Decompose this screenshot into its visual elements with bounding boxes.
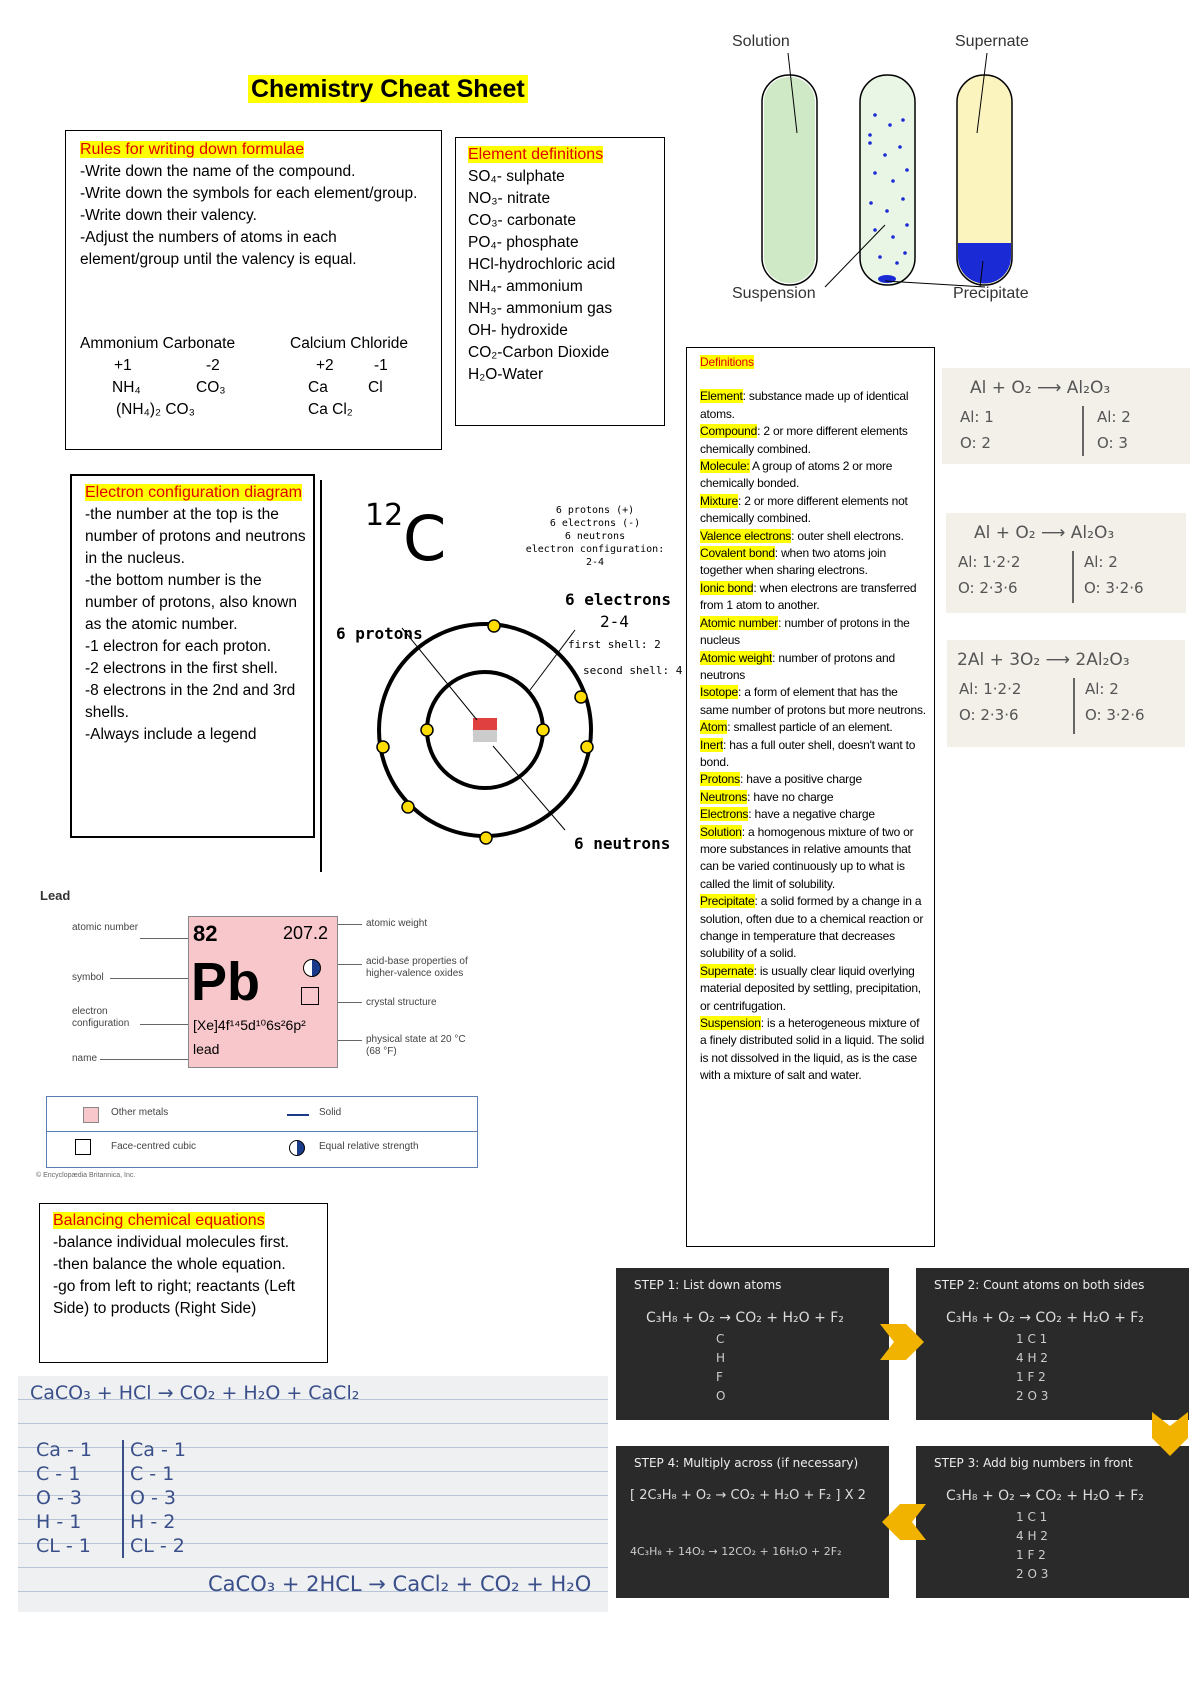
definition-item [700,493,928,528]
definition-item [700,893,928,963]
lead-symbol: Pb [191,952,261,1012]
lead-label-physical-state: physical state at 20 °C (68 °F) [366,1034,466,1057]
lead-label-acid-base: acid-base properties of higher-valence oxides [366,956,468,979]
definition-item [700,719,928,736]
example-2-valency-1: +2 [316,357,334,374]
definitions-heading: Definitions [700,355,754,369]
definition-item [700,458,928,493]
element-item: HCl-hydrochloric acid [468,256,616,273]
example-2-name: Calcium Chloride [290,335,409,352]
test-tube-diagram [725,25,1070,310]
electron-config-line: -Always include a legend [85,726,257,743]
definition-term: Protons [700,772,740,787]
lead-label-symbol: symbol [72,972,104,983]
definition-text: : number of protons in the nucleus [700,615,910,648]
balancing-line: -balance individual molecules first. [53,1234,290,1251]
definition-text: : has a full outer shell, doesn't want to bond. [700,737,916,769]
definition-item [700,789,928,806]
definition-item [700,824,928,894]
definition-term: Solution [700,824,742,839]
balancing-line: -go from left to right; reactants (Left Side) to products (Right Side) [53,1278,296,1317]
definition-item [700,806,928,823]
electron-config-heading: Electron configuration diagram [85,484,303,501]
definition-term: Electrons [700,807,749,822]
definition-item [700,963,928,1015]
definition-text: : substance made up of identical atoms. [700,389,909,421]
carbon-mass-number: 12 [365,498,404,533]
balancing-heading: Balancing chemical equations [53,1212,265,1229]
example-2-result: Ca Cl₂ [308,401,353,418]
definitions-list [700,388,928,1084]
definition-item [700,684,928,719]
definition-text: : when electrons are transferred from 1 atom to another. [700,580,917,613]
carbon-symbol: C [403,502,447,575]
element-item: CO₃- carbonate [468,212,576,229]
definition-text: : a homogenous mixture of two or more substances in relative amounts that can be varied continuously up to what is called the limit of solubility. [700,824,914,891]
definition-text: : outer shell electrons. [791,528,904,543]
lead-atomic-number: 82 [193,921,218,946]
lead-label-atomic-weight: atomic weight [366,918,428,929]
element-item: NH₄- ammonium [468,278,583,295]
example-2-symbol-2: Cl [368,379,383,396]
element-item: OH- hydroxide [468,322,568,339]
definition-text: : is a heterogeneous mixture of a finely distributed solid in a liquid. The solid is not dissolved in the liquid, as is the case with a mixture of salt and water. [700,1016,925,1083]
element-item: H₂O-Water [468,366,544,383]
electrons-label: 6 electrons [565,590,671,609]
element-item: PO₄- phosphate [468,234,579,251]
lead-electron-config: [Xe]4f¹⁴5d¹⁰6s²6p² [193,1017,306,1033]
definition-term: Neutrons [700,789,748,804]
definition-text: : have no charge [747,789,834,804]
config-label: 2-4 [600,612,629,631]
lead-atomic-weight: 207.2 [283,923,329,943]
example-1-name: Ammonium Carbonate [80,335,236,352]
balancing-line: -then balance the whole equation. [53,1256,286,1273]
example-1-symbol-1: NH₄ [112,379,141,396]
half-circle-icon [289,1140,305,1156]
electron-config-line: -8 electrons in the 2nd and 3rd shells. [85,682,296,721]
definition-text: : a solid formed by a change in a solution, often due to a chemical reaction or change in temperature that decreases solubility of a solid. [700,894,924,961]
element-item: NO₃- nitrate [468,190,551,207]
second-shell-label: second shell: 4 [583,664,683,677]
lead-label-electron-config: electron configuration [72,1006,130,1029]
britannica-credit: © Encyclopædia Britannica, Inc. [36,1172,136,1179]
al-note-1: Al + O₂ ⟶ Al₂O₃ Al: 1 O: 2 Al: 2 O: 3 [942,368,1190,464]
solid-line-icon [287,1114,309,1116]
formulae-line: -Write down the symbols for each element/group. [80,185,418,202]
definition-item [700,528,928,545]
definition-text: : 2 or more different elements not chemically combined. [700,493,908,526]
electron-config-line: -2 electrons in the first shell. [85,660,278,677]
definition-text: : have a positive charge [739,772,862,787]
definition-item [700,388,928,423]
definition-item [700,580,928,615]
definition-text: : when two atoms join together when sharing electrons. [700,546,886,578]
definition-text: : number of protons and neutrons [700,650,895,682]
step-3-board: STEP 3: Add big numbers in front C₃H₈ + O₂ → CO₂ + H₂O + F₂ 1 C 1 4 H 2 1 F 2 2 O 3 [916,1446,1189,1598]
definition-term: Atomic weight [700,650,773,665]
step-2-board: STEP 2: Count atoms on both sides C₃H₈ + O₂ → CO₂ + H₂O + F₂ 1 C 1 4 H 2 1 F 2 2 O 3 [916,1268,1189,1420]
example-1-result: (NH₄)₂ CO₃ [116,401,195,418]
neutrons-label: 6 neutrons [574,834,671,853]
lead-label-atomic-number: atomic number [72,922,139,933]
lead-legend: Other metals Solid Face-centred cubic Equal relative strength [46,1096,478,1168]
definition-term: Supernate [700,963,754,978]
definition-item [700,545,928,580]
definition-term: Ionic bond [700,580,754,595]
formulae-heading: Rules for writing down formulae [80,141,305,158]
cube-icon [301,987,319,1005]
definition-text: : is usually clear liquid overlying material deposited by settling, precipitation, or centrifugation. [700,963,921,1013]
definition-term: Covalent bond [700,546,775,561]
definition-item [700,1015,928,1085]
page-title: Chemistry Cheat Sheet [248,75,528,104]
example-1-valency-1: +1 [114,357,132,374]
definition-term: Precipitate [700,894,755,909]
first-shell-label: first shell: 2 [568,638,661,651]
definition-term: Mixture [700,493,738,508]
definition-term: Compound [700,424,758,439]
divider [320,480,322,872]
electron-config-box [70,474,315,838]
cube-icon [75,1139,91,1155]
example-1-symbol-2: CO₃ [196,379,226,396]
lead-title: Lead [40,888,71,903]
formulae-line: -Write down the name of the compound. [80,163,356,180]
element-definitions-box [455,137,665,426]
al-note-2: Al + O₂ ⟶ Al₂O₃ Al: 1·2·2 O: 2·3·6 Al: 2 O: 3·2·6 [946,513,1186,613]
balancing-box [39,1203,328,1363]
half-circle-icon [303,959,321,977]
definition-term: Molecule: [700,459,750,474]
definition-term: Element [700,389,743,404]
definition-item [700,771,928,788]
formulae-line: -Adjust the numbers of atoms in each element/group until the valency is equal. [80,229,357,268]
notebook-photo: CaCO₃ + HCl → CO₂ + H₂O + CaCl₂ Ca - 1 C - 1 O - 3 H - 1 CL - 1 Ca - 1 C - 1 O - 3 H - 2 CL - 2 CaCO₃ + 2HCL → CaCl₂ + CO₂ + H₂O [18,1376,608,1612]
protons-label: 6 protons [336,624,423,643]
lead-label-crystal-structure: crystal structure [366,997,437,1008]
example-1-valency-2: -2 [206,357,220,374]
definitions-box [686,347,935,1247]
example-2-symbol-1: Ca [308,379,328,396]
arrow-left-icon [880,1500,926,1544]
step-4-board: STEP 4: Multiply across (if necessary) [ 2C₃H₈ + O₂ → CO₂ + H₂O + F₂ ] X 2 4C₃H₈ + 14O₂ → 12CO₂ + 16H₂O + 2F₂ [616,1446,889,1598]
lead-name: lead [193,1041,220,1057]
lead-label-name: name [72,1053,98,1064]
element-item: CO₂-Carbon Dioxide [468,344,610,361]
definition-text: : smallest particle of an element. [727,720,893,735]
definition-term: Atom [700,720,728,735]
definition-term: Atomic number [700,615,779,630]
electron-config-line: -the number at the top is the number of protons and neutrons in the nucleus. [85,506,306,567]
definition-term: Suspension [700,1016,761,1031]
definition-term: Valence electrons [700,528,792,543]
definition-item [700,650,928,685]
suspension-label: Suspension [732,285,816,302]
definition-term: Inert [700,737,724,752]
definition-item [700,737,928,772]
definition-text: : 2 or more different elements chemically combined. [700,424,908,456]
other-metals-swatch [83,1107,99,1123]
element-item: SO₄- sulphate [468,168,565,185]
element-item: NH₃- ammonium gas [468,300,613,317]
formulae-box [65,130,442,450]
formulae-line: -Write down their valency. [80,207,257,224]
supernate-label: Supernate [955,33,1029,50]
electron-config-line: -1 electron for each proton. [85,638,272,655]
arrow-down-icon [1148,1412,1192,1458]
example-2-valency-2: -1 [374,357,388,374]
precipitate-label: Precipitate [953,285,1029,302]
definition-text: A group of atoms 2 or more chemically bonded. [700,459,893,491]
definition-text: : have a negative charge [748,807,875,822]
electron-config-line: -the bottom number is the number of protons, also known as the atomic number. [85,572,297,633]
arrow-right-icon [880,1320,926,1364]
solution-label: Solution [732,33,790,50]
definition-term: Isotope [700,685,738,700]
lead-card [188,916,338,1068]
definition-text: : a form of element that has the same number of protons but more neutrons. [700,685,926,717]
definition-item [700,615,928,650]
definition-item [700,423,928,458]
carbon-info: 6 protons (+) 6 electrons (-) 6 neutrons electron configuration: 2-4 [525,505,665,568]
al-note-3: 2Al + 3O₂ ⟶ 2Al₂O₃ Al: 1·2·2 O: 2·3·6 Al: 2 O: 3·2·6 [947,640,1185,747]
element-definitions-heading: Element definitions [468,146,604,163]
step-1-board: STEP 1: List down atoms C₃H₈ + O₂ → CO₂ + H₂O + F₂ C H F O [616,1268,889,1420]
